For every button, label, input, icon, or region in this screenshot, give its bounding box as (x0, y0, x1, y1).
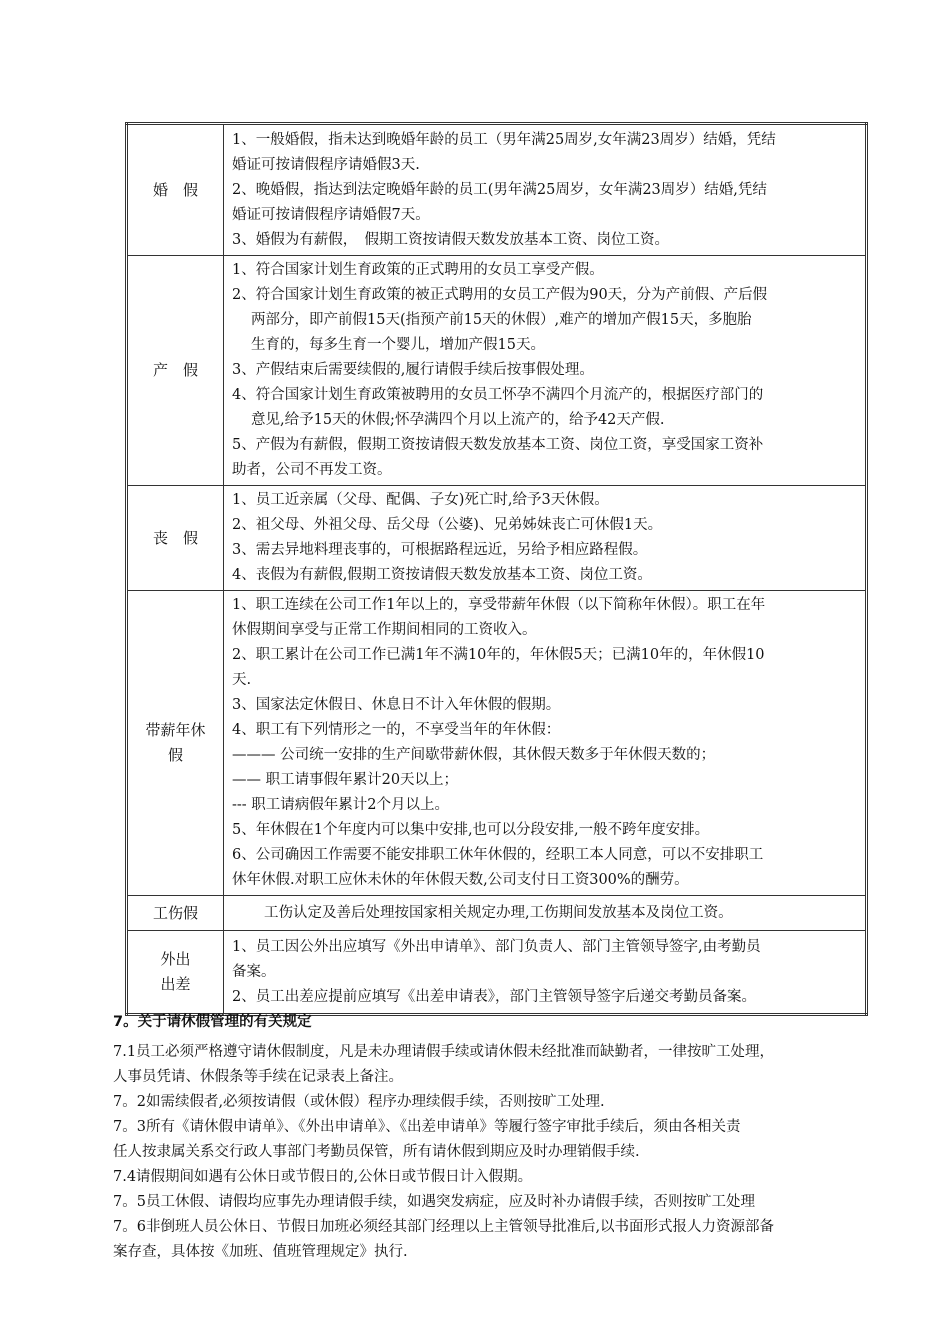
rule-line: 人事员凭请、休假条等手续在记录表上备注。 (113, 1069, 403, 1085)
category-label: 婚 假 (152, 180, 198, 199)
description-cell (224, 256, 867, 486)
desc-line: 两部分，即产前假15天(指预产前15天的休假）,难产的增加产假15天，多胞胎 (251, 312, 752, 328)
description-cell (224, 896, 867, 931)
desc-line: 4、符合国家计划生育政策被聘用的女员工怀孕不满四个月流产的，根据医疗部门的 (232, 387, 764, 403)
rule-line: 7。5员工休假、请假均应事先办理请假手续，如遇突发病症，应及时补办请假手续，否则按旷工处理 (113, 1194, 755, 1210)
category-cell (127, 931, 224, 1015)
rule-line: 7。3所有《请休假申请单》、《外出申请单》、《出差申请单》等履行签字审批手续后，须由各相关责 (113, 1119, 741, 1135)
category-cell (127, 486, 224, 591)
category-label: 丧 假 (152, 528, 198, 547)
desc-line: 5、产假为有薪假，假期工资按请假天数发放基本工资、岗位工资，享受国家工资补 (232, 437, 764, 453)
table-row-business-trip (127, 931, 867, 1015)
desc-line: 4、丧假为有薪假,假期工资按请假天数发放基本工资、岗位工资。 (232, 567, 652, 583)
category-label: 产 假 (152, 361, 198, 379)
rule-line: 7。2如需续假者,必须按请假（或休假）程序办理续假手续，否则按旷工处理. (113, 1094, 605, 1110)
category-cell (127, 256, 224, 486)
desc-line: 1、职工连续在公司工作1年以上的，享受带薪年休假（以下简称年休假）。职工在年 (232, 597, 766, 613)
table-row-marriage-leave (127, 124, 867, 256)
desc-line: 4、职工有下列情形之一的，不享受当年的年休假： (232, 722, 561, 738)
desc-line: 6、公司确因工作需要不能安排职工休年休假的，经职工本人同意，可以不安排职工 (232, 847, 764, 863)
category-cell (127, 896, 224, 931)
desc-line: 天. (232, 672, 252, 688)
desc-line: 1、员工近亲属（父母、配偶、子女)死亡时,给予3天休假。 (232, 492, 609, 508)
desc-line: 助者，公司不再发工资。 (232, 462, 392, 478)
desc-line: 2、职工累计在公司工作已满1年不满10年的，年休假5天；已满10年的，年休假10 (232, 647, 765, 663)
desc-line: ——— 公司统一安排的生产间歇带薪休假，其休假天数多于年休假天数的； (232, 747, 716, 763)
table-row-annual-leave (127, 591, 867, 896)
rule-line: 7。6非倒班人员公休日、节假日加班必须经其部门经理以上主管领导批准后,以书面形式报人力资源部备 (113, 1219, 775, 1235)
section-title: 7。关于请休假管理的有关规定 (113, 1014, 312, 1030)
table-row-injury-leave (127, 896, 867, 931)
desc-line: 休年休假.对职工应休未休的年休假天数,公司支付日工资300%的酬劳。 (232, 872, 689, 888)
desc-line: --- 职工请病假年累计2个月以上。 (232, 797, 450, 813)
table-row-bereavement-leave (127, 486, 867, 591)
desc-line: 意见,给予15天的休假;怀孕满四个月以上流产的，给予42天产假. (251, 412, 665, 428)
description-cell (224, 486, 867, 591)
rule-line: 7.1员工必须严格遵守请休假制度，凡是未办理请假手续或请休假未经批准而缺勤者，一律按旷工处理， (113, 1044, 775, 1060)
category-label: 带薪年休假 (145, 721, 206, 764)
category-cell (127, 124, 224, 256)
rule-line: 7.4请假期间如遇有公休日或节假日的,公休日或节假日计入假期。 (113, 1169, 533, 1185)
table-row-maternity-leave (127, 256, 867, 486)
description-cell (224, 124, 867, 256)
rule-line: 案存查，具体按《加班、值班管理规定》执行. (113, 1244, 408, 1260)
desc-line: 生育的，每多生育一个婴儿，增加产假15天。 (251, 337, 545, 353)
desc-line: —— 职工请事假年累计20天以上； (232, 772, 459, 788)
desc-line: 1、员工因公外出应填写《外出申请单》、部门负责人、部门主管领导签字,由考勤员 (232, 938, 761, 955)
desc-line: 3、需去异地料理丧事的，可根据路程远近，另给予相应路程假。 (232, 542, 648, 558)
desc-line: 工伤认定及善后处理按国家相关规定办理,工伤期间发放基本及岗位工资。 (264, 904, 733, 921)
desc-line: 3、国家法定休假日、休息日不计入年休假的假期。 (232, 697, 561, 713)
desc-line: 休假期间享受与正常工作期间相同的工资收入。 (232, 622, 537, 638)
desc-line: 备案。 (232, 963, 276, 980)
category-label: 外出出差 (160, 950, 191, 993)
category-cell (127, 591, 224, 896)
description-cell (224, 931, 867, 1015)
desc-line: 2、晚婚假，指达到法定晚婚年龄的员工(男年满25周岁，女年满23周岁）结婚,凭结 (232, 181, 767, 198)
desc-line: 5、年休假在1个年度内可以集中安排,也可以分段安排,一般不跨年度安排。 (232, 822, 710, 838)
desc-line: 2、祖父母、外祖父母、岳父母（公婆)、兄弟姊妹丧亡可休假1天。 (232, 517, 663, 533)
desc-line: 3、产假结束后需要续假的,履行请假手续后按事假处理。 (232, 362, 594, 378)
leave-policy-table (125, 122, 868, 1016)
rules-paragraphs (113, 1040, 888, 1265)
category-label: 工伤假 (152, 903, 198, 922)
desc-line: 2、员工出差应提前应填写《出差申请表》，部门主管领导签字后递交考勤员备案。 (232, 988, 756, 1005)
desc-line: 婚证可按请假程序请婚假3天. (232, 156, 420, 173)
description-cell (224, 591, 867, 896)
desc-line: 婚证可按请假程序请婚假7天。 (232, 206, 430, 223)
desc-line: 1、一般婚假，指未达到晚婚年龄的员工（男年满25周岁,女年满23周岁）结婚，凭结 (232, 131, 776, 148)
rule-line: 任人按隶属关系交行政人事部门考勤员保管，所有请休假到期应及时办理销假手续. (113, 1144, 640, 1160)
desc-line: 1、符合国家计划生育政策的正式聘用的女员工享受产假。 (232, 262, 604, 278)
desc-line: 2、符合国家计划生育政策的被正式聘用的女员工产假为90天，分为产前假、产后假 (232, 287, 768, 303)
desc-line: 3、婚假为有薪假， 假期工资按请假天数发放基本工资、岗位工资。 (232, 231, 669, 248)
